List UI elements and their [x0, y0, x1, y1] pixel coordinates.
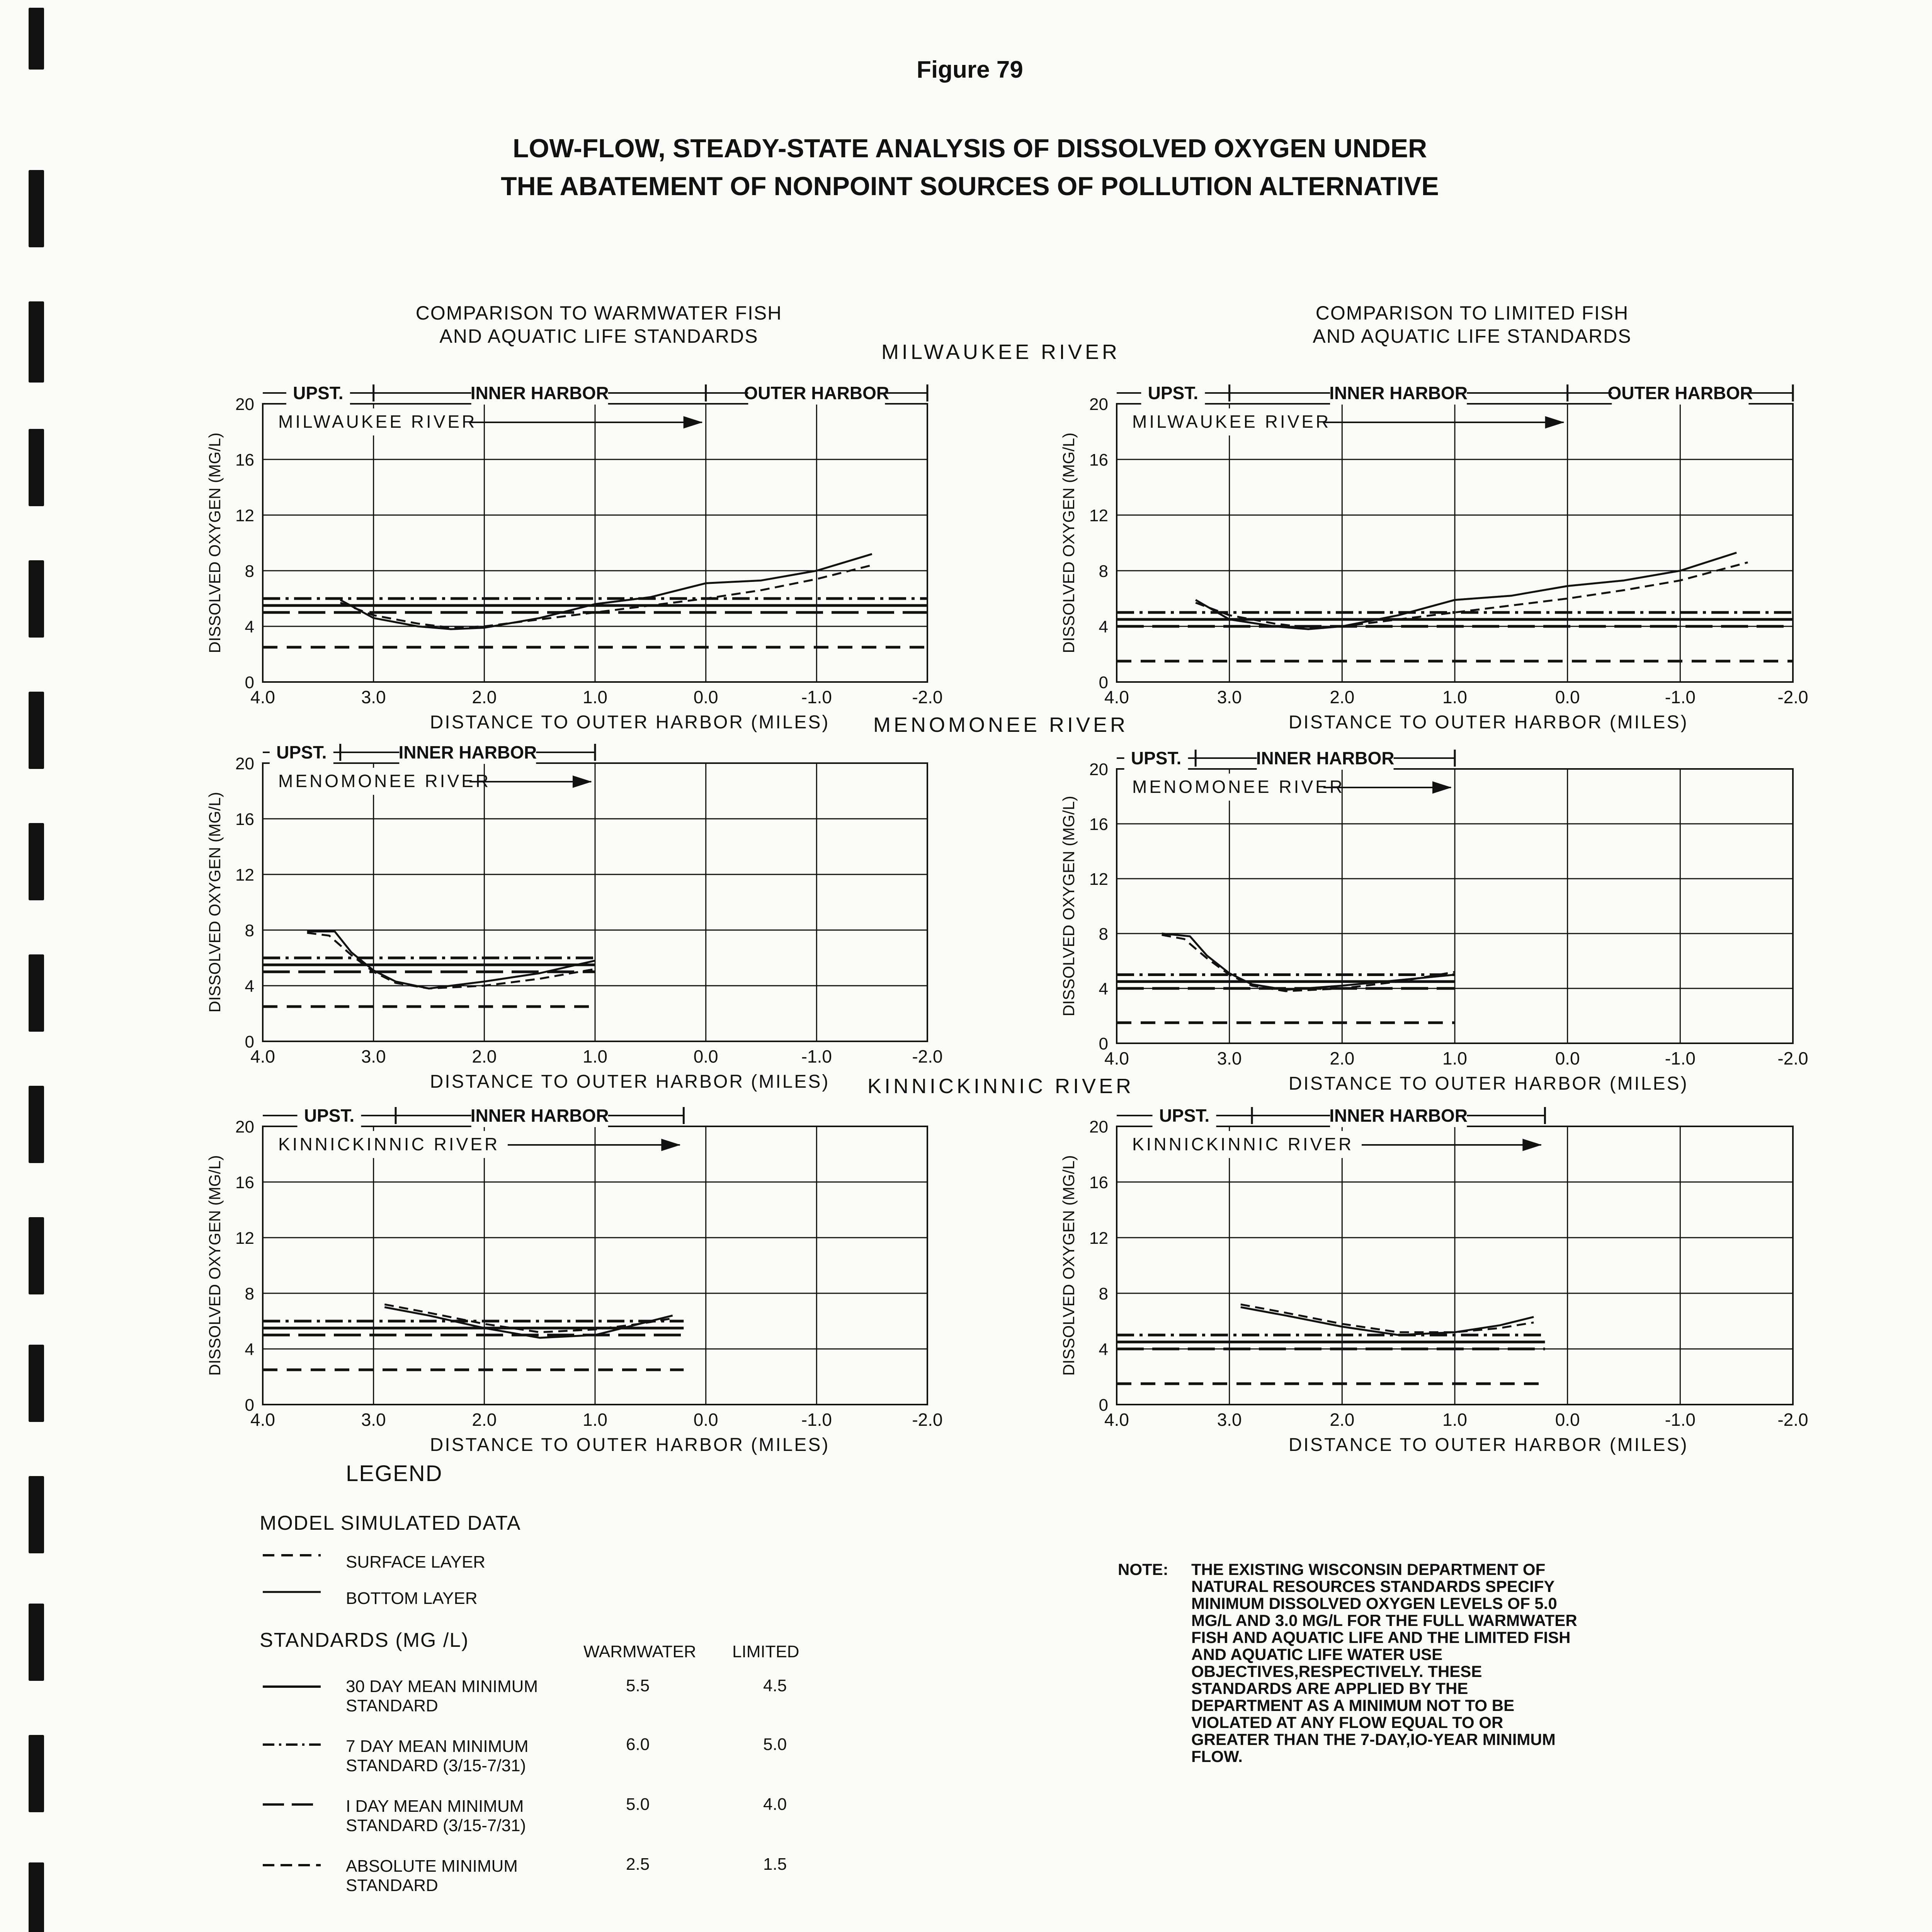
x-tick-label: 4.0: [250, 1410, 275, 1430]
river-heading-milwaukee: MILWAUKEE RIVER: [881, 340, 1121, 364]
x-tick-label: 1.0: [583, 1410, 607, 1430]
absolute-min-swatch: [259, 1859, 336, 1871]
x-tick-label: -1.0: [801, 1046, 832, 1066]
x-tick-label: 2.0: [1330, 1410, 1355, 1430]
legend-row-absolute: [346, 1857, 518, 1895]
x-tick-label: -1.0: [801, 687, 832, 707]
x-tick-label: 3.0: [361, 687, 386, 707]
x-tick-label: 1.0: [583, 687, 607, 707]
x-tick-label: -1.0: [801, 1410, 832, 1430]
y-tick-label: 12: [1089, 1229, 1108, 1248]
legend-row-label: ABSOLUTE MINIMUM: [346, 1857, 518, 1876]
reach-label: OUTER HARBOR: [1607, 383, 1753, 403]
y-tick-label: 0: [1099, 673, 1108, 692]
legend-row-label: 7 DAY MEAN MINIMUM: [346, 1737, 529, 1756]
x-tick-label: -2.0: [1777, 1048, 1808, 1068]
panel-arrow-head: [684, 416, 703, 429]
reach-label: INNER HARBOR: [398, 742, 537, 762]
y-axis-label: DISSOLVED OXYGEN (MG/L): [1060, 1155, 1078, 1376]
panel-river-label: MILWAUKEE RIVER: [1132, 412, 1331, 432]
y-tick-label: 12: [1089, 870, 1108, 889]
bottom-layer-line: [1196, 553, 1736, 629]
x-tick-label: 3.0: [361, 1046, 386, 1066]
right-column-title: COMPARISON TO LIMITED FISH AND AQUATIC LIFE STANDARDS: [1313, 302, 1632, 347]
binder-mark: [29, 1862, 44, 1932]
legend-row-thirty-day: [346, 1677, 538, 1716]
binder-mark: [29, 1735, 44, 1812]
legend-row-label: I DAY MEAN MINIMUM: [346, 1797, 524, 1816]
x-tick-label: 0.0: [693, 1046, 718, 1066]
y-tick-label: 12: [235, 1229, 254, 1248]
legend-standards-heading: STANDARDS (MG /L): [260, 1629, 469, 1651]
x-tick-label: 3.0: [361, 1410, 386, 1430]
y-tick-label: 20: [235, 395, 254, 414]
panel-river-label: MENOMONEE RIVER: [1132, 777, 1345, 797]
surface-layer-line: [1196, 562, 1748, 628]
reach-label: INNER HARBOR: [470, 383, 609, 403]
y-tick-label: 16: [1089, 815, 1108, 834]
panel-arrow-head: [661, 1139, 680, 1151]
x-axis-label: DISTANCE TO OUTER HARBOR (MILES): [1288, 712, 1689, 733]
x-tick-label: 4.0: [1104, 687, 1129, 707]
x-tick-label: 1.0: [1442, 687, 1467, 707]
x-tick-label: 4.0: [1104, 1410, 1129, 1430]
x-axis-label: DISTANCE TO OUTER HARBOR (MILES): [1288, 1435, 1689, 1455]
x-axis-label: DISTANCE TO OUTER HARBOR (MILES): [1288, 1073, 1689, 1094]
reach-label: UPST.: [1148, 383, 1199, 403]
one-day-swatch: [259, 1799, 336, 1810]
river-heading-kinnickinnic: KINNICKINNIC RIVER: [867, 1075, 1134, 1098]
y-tick-label: 4: [1099, 980, 1108, 998]
bottom-layer-line: [307, 932, 595, 989]
x-tick-label: 3.0: [1217, 687, 1242, 707]
y-tick-label: 12: [235, 506, 254, 525]
figure-title-line1: LOW-FLOW, STEADY-STATE ANALYSIS OF DISSOLVED OXYGEN UNDER: [512, 134, 1427, 163]
y-tick-label: 20: [235, 754, 254, 773]
x-tick-label: 1.0: [1442, 1048, 1467, 1068]
y-tick-label: 8: [245, 562, 254, 581]
y-axis-label: DISSOLVED OXYGEN (MG/L): [206, 1155, 224, 1376]
legend-col-limited: LIMITED: [732, 1642, 799, 1661]
y-tick-label: 8: [245, 921, 254, 940]
y-tick-label: 16: [235, 1173, 254, 1192]
legend-row-warmwater-value: 5.0: [626, 1795, 650, 1814]
legend-row-label: 30 DAY MEAN MINIMUM: [346, 1677, 538, 1696]
y-tick-label: 12: [235, 866, 254, 884]
reach-label: UPST.: [1159, 1105, 1210, 1126]
x-tick-label: -2.0: [912, 687, 943, 707]
reach-label: INNER HARBOR: [470, 1105, 609, 1126]
x-tick-label: 3.0: [1217, 1410, 1242, 1430]
y-tick-label: 4: [245, 617, 254, 636]
panel-arrow-head: [1545, 416, 1565, 429]
x-tick-label: 2.0: [1330, 1048, 1355, 1068]
legend-row-warmwater-value: 2.5: [626, 1855, 650, 1874]
left-column-title: COMPARISON TO WARMWATER FISH AND AQUATIC LIFE STANDARDS: [415, 302, 782, 347]
figure-title-line2: THE ABATEMENT OF NONPOINT SOURCES OF POLLUTION ALTERNATIVE: [501, 172, 1439, 201]
y-tick-label: 12: [1089, 506, 1108, 525]
legend-row-limited-value: 4.5: [763, 1676, 787, 1695]
x-tick-label: 0.0: [1555, 687, 1580, 707]
note-text: THE EXISTING WISCONSIN DEPARTMENT OF NATURAL RESOURCES STANDARDS SPECIFY MINIMUM DISSOLVED OXYGEN LEVELS OF 5.0 MG/L AND 3.0 MG/L FOR THE FULL WARMWATER FISH AND AQUATIC LIFE AND THE LIMITED FISH AND AQUATIC LIFE WATER USE OBJECTIVES,RESPECTIVELY. THESE STANDARDS ARE APPLIED BY THE DEPARTMENT AS A MINIMUM NOT TO BE VIOLATED AT ANY FLOW EQUAL TO OR GREATER THAN THE 7-DAY,IO-YEAR MINIMUM FLOW.: [1191, 1560, 1577, 1765]
reach-label: UPST.: [293, 383, 344, 403]
x-tick-label: -2.0: [912, 1046, 943, 1066]
reach-label: UPST.: [1131, 748, 1182, 768]
reach-label: INNER HARBOR: [1256, 748, 1395, 768]
reach-label: INNER HARBOR: [1329, 1105, 1468, 1126]
x-tick-label: 0.0: [1555, 1048, 1580, 1068]
x-tick-label: -1.0: [1665, 1410, 1696, 1430]
y-tick-label: 16: [1089, 1173, 1108, 1192]
legend-row-one-day: [346, 1797, 526, 1835]
x-tick-label: -2.0: [1777, 1410, 1808, 1430]
legend-model-heading: MODEL SIMULATED DATA: [260, 1512, 521, 1534]
bottom-layer-line: [340, 554, 872, 629]
x-tick-label: -1.0: [1665, 687, 1696, 707]
reach-label: UPST.: [276, 742, 327, 762]
x-tick-label: 2.0: [472, 1046, 497, 1066]
river-heading-menomonee: MENOMONEE RIVER: [873, 713, 1129, 736]
x-tick-label: 2.0: [1330, 687, 1355, 707]
y-tick-label: 20: [1089, 760, 1108, 779]
y-tick-label: 16: [1089, 451, 1108, 469]
legend-row-limited-value: 4.0: [763, 1795, 787, 1814]
y-tick-label: 0: [245, 1032, 254, 1051]
y-tick-label: 4: [245, 977, 254, 996]
panel-river-label: KINNICKINNIC RIVER: [278, 1134, 500, 1154]
legend-title: LEGEND: [346, 1461, 443, 1486]
y-axis-label: DISSOLVED OXYGEN (MG/L): [1060, 796, 1078, 1017]
x-tick-label: 4.0: [250, 687, 275, 707]
y-tick-label: 8: [245, 1284, 254, 1303]
y-tick-label: 0: [245, 1396, 254, 1415]
x-tick-label: 0.0: [693, 1410, 718, 1430]
y-axis-label: DISSOLVED OXYGEN (MG/L): [1060, 432, 1078, 653]
panel-arrow-head: [573, 776, 592, 788]
legend-surface-label: SURFACE LAYER: [346, 1553, 486, 1571]
seven-day-swatch: [259, 1739, 336, 1750]
x-axis-label: DISTANCE TO OUTER HARBOR (MILES): [430, 712, 830, 733]
binder-mark: [29, 1604, 44, 1681]
y-axis-label: DISSOLVED OXYGEN (MG/L): [206, 432, 224, 653]
legend-col-warmwater: WARMWATER: [583, 1642, 696, 1661]
y-tick-label: 4: [1099, 617, 1108, 636]
surface-layer-line: [1241, 1304, 1534, 1332]
reach-label: INNER HARBOR: [1329, 383, 1468, 403]
panel-river-label: MILWAUKEE RIVER: [278, 412, 477, 432]
x-tick-label: 0.0: [693, 687, 718, 707]
panel-arrow-head: [1432, 781, 1452, 794]
y-tick-label: 8: [1099, 1284, 1108, 1303]
y-tick-label: 20: [1089, 395, 1108, 414]
bottom-layer-line: [384, 1307, 672, 1338]
legend-row-warmwater-value: 6.0: [626, 1735, 650, 1754]
x-tick-label: 0.0: [1555, 1410, 1580, 1430]
x-tick-label: -2.0: [912, 1410, 943, 1430]
note-label: NOTE:: [1118, 1560, 1168, 1578]
y-tick-label: 4: [1099, 1340, 1108, 1359]
y-tick-label: 16: [235, 810, 254, 829]
panel-river-label: KINNICKINNIC RIVER: [1132, 1134, 1354, 1154]
surface-layer-swatch: [259, 1549, 336, 1561]
y-tick-label: 8: [1099, 562, 1108, 581]
reach-label: OUTER HARBOR: [744, 383, 889, 403]
figure-number: Figure 79: [917, 56, 1023, 83]
x-tick-label: -2.0: [1777, 687, 1808, 707]
x-tick-label: -1.0: [1665, 1048, 1696, 1068]
legend-row-limited-value: 5.0: [763, 1735, 787, 1754]
y-axis-label: DISSOLVED OXYGEN (MG/L): [206, 792, 224, 1013]
surface-layer-line: [307, 933, 595, 988]
x-tick-label: 4.0: [250, 1046, 275, 1066]
x-tick-label: 4.0: [1104, 1048, 1129, 1068]
x-tick-label: 2.0: [472, 1410, 497, 1430]
y-tick-label: 4: [245, 1340, 254, 1359]
reach-label: UPST.: [304, 1105, 355, 1126]
legend-row-limited-value: 1.5: [763, 1855, 787, 1874]
y-tick-label: 0: [245, 673, 254, 692]
panel-river-label: MENOMONEE RIVER: [278, 771, 491, 791]
y-tick-label: 16: [235, 451, 254, 469]
x-axis-label: DISTANCE TO OUTER HARBOR (MILES): [430, 1071, 830, 1092]
bottom-layer-swatch: [259, 1586, 336, 1598]
y-tick-label: 0: [1099, 1396, 1108, 1415]
legend-row-warmwater-value: 5.5: [626, 1676, 650, 1695]
legend-row-label: STANDARD (3/15-7/31): [346, 1816, 526, 1835]
y-tick-label: 20: [235, 1117, 254, 1136]
legend-row-label: STANDARD (3/15-7/31): [346, 1756, 526, 1775]
panel-arrow-head: [1522, 1139, 1542, 1151]
y-tick-label: 0: [1099, 1034, 1108, 1053]
legend-row-seven-day: [346, 1737, 529, 1776]
legend-row-label: STANDARD: [346, 1696, 438, 1715]
binder-mark: [29, 1476, 44, 1553]
x-tick-label: 1.0: [1442, 1410, 1467, 1430]
x-tick-label: 2.0: [472, 687, 497, 707]
legend-bottom-label: BOTTOM LAYER: [346, 1589, 478, 1608]
x-tick-label: 3.0: [1217, 1048, 1242, 1068]
x-tick-label: 1.0: [583, 1046, 607, 1066]
thirty-day-swatch: [259, 1681, 336, 1692]
y-tick-label: 8: [1099, 925, 1108, 944]
y-tick-label: 20: [1089, 1117, 1108, 1136]
legend-row-label: STANDARD: [346, 1876, 438, 1895]
x-axis-label: DISTANCE TO OUTER HARBOR (MILES): [430, 1435, 830, 1455]
